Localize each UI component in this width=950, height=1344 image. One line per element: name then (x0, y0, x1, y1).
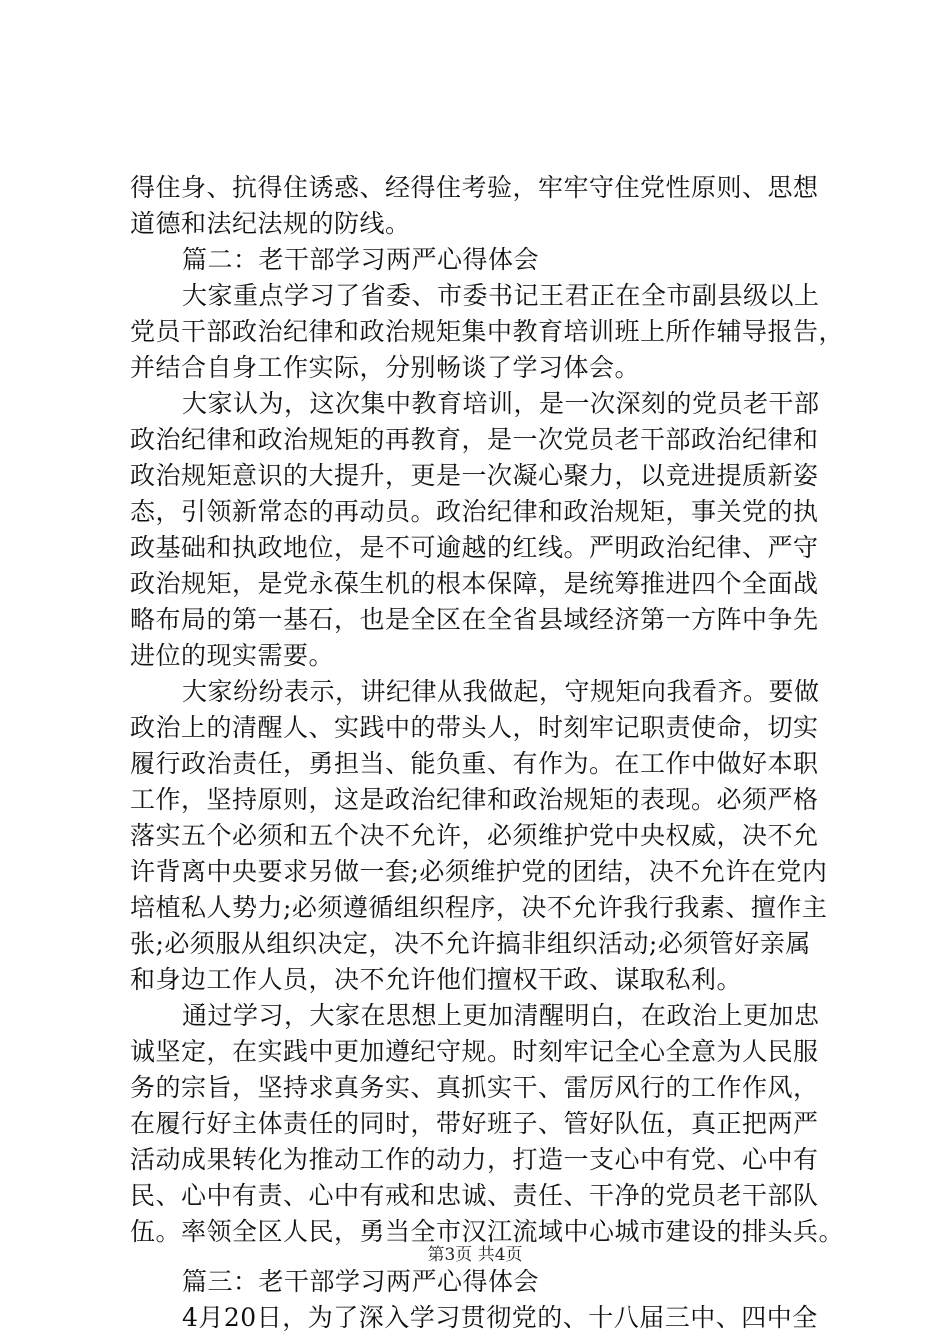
text-line: 伍。率领全区人民，勇当全市汉江流域中心城市建设的排头兵。 (130, 1217, 845, 1246)
text-line: 和身边工作人员，决不允许他们擅权干政、谋取私利。 (130, 965, 743, 994)
text-line: 大家重点学习了省委、市委书记王君正在全市副县级以上 (182, 281, 820, 310)
text-line: 进位的现实需要。 (130, 641, 335, 670)
text-line: 道德和法纪法规的防线。 (130, 209, 411, 238)
text-line: 得住身、抗得住诱惑、经得住考验，牢牢守住党性原则、思想 (130, 173, 819, 202)
text-line: 活动成果转化为推动工作的动力，打造一支心中有党、心中有 (130, 1145, 819, 1174)
text-line: 张;必须服从组织决定，决不允许搞非组织活动;必须管好亲属 (130, 929, 811, 958)
text-line: 许背离中央要求另做一套;必须维护党的团结，决不允许在党内 (130, 857, 828, 886)
text-line: 政治规矩意识的大提升，更是一次凝心聚力，以竞进提质新姿 (130, 461, 819, 490)
section-heading: 篇二：老干部学习两严心得体会 (182, 245, 540, 274)
text-line: 态，引领新常态的再动员。政治纪律和政治规矩，事关党的执 (130, 497, 819, 526)
text-line: 政治规矩，是党永葆生机的根本保障，是统筹推进四个全面战 (130, 569, 819, 598)
text-line: 在履行好主体责任的同时，带好班子、管好队伍，真正把两严 (130, 1109, 819, 1138)
text-line: 大家认为，这次集中教育培训，是一次深刻的党员老干部 (182, 389, 820, 418)
text-line: 大家纷纷表示，讲纪律从我做起，守规矩向我看齐。要做 (182, 677, 820, 706)
text-line: 务的宗旨，坚持求真务实、真抓实干、雷厉风行的工作作风， (130, 1073, 819, 1102)
text-line: 履行政治责任，勇担当、能负重、有作为。在工作中做好本职 (130, 749, 819, 778)
text-line: 政治上的清醒人、实践中的带头人，时刻牢记职责使命，切实 (130, 713, 819, 742)
text-line: 并结合自身工作实际，分别畅谈了学习体会。 (130, 353, 641, 382)
document-body (130, 170, 845, 1336)
text-line: 略布局的第一基石，也是全区在全省县域经济第一方阵中争先 (130, 605, 819, 634)
text-line: 通过学习，大家在思想上更加清醒明白，在政治上更加忠 (182, 1001, 820, 1030)
text-line: 培植私人势力;必须遵循组织程序，决不允许我行我素、擅作主 (130, 893, 828, 922)
text-line: 工作，坚持原则，这是政治纪律和政治规矩的表现。必须严格 (130, 785, 819, 814)
page-number-footer: 第3页 共4页 (427, 1245, 523, 1265)
text-line: 政治纪律和政治规矩的再教育，是一次党员老干部政治纪律和 (130, 425, 819, 454)
text-line: 诚坚定，在实践中更加遵纪守规。时刻牢记全心全意为人民服 (130, 1037, 819, 1066)
text-line: 4月20日，为了深入学习贯彻党的、十八届三中、四中全 (182, 1303, 818, 1332)
text-line: 民、心中有责、心中有戒和忠诚、责任、干净的党员老干部队 (130, 1181, 819, 1210)
text-line: 落实五个必须和五个决不允许，必须维护党中央权威，决不允 (130, 821, 819, 850)
text-line: 党员干部政治纪律和政治规矩集中教育培训班上所作辅导报告， (130, 317, 845, 346)
text-line: 政基础和执政地位，是不可逾越的红线。严明政治纪律、严守 (130, 533, 819, 562)
section-heading: 篇三：老干部学习两严心得体会 (182, 1267, 540, 1296)
